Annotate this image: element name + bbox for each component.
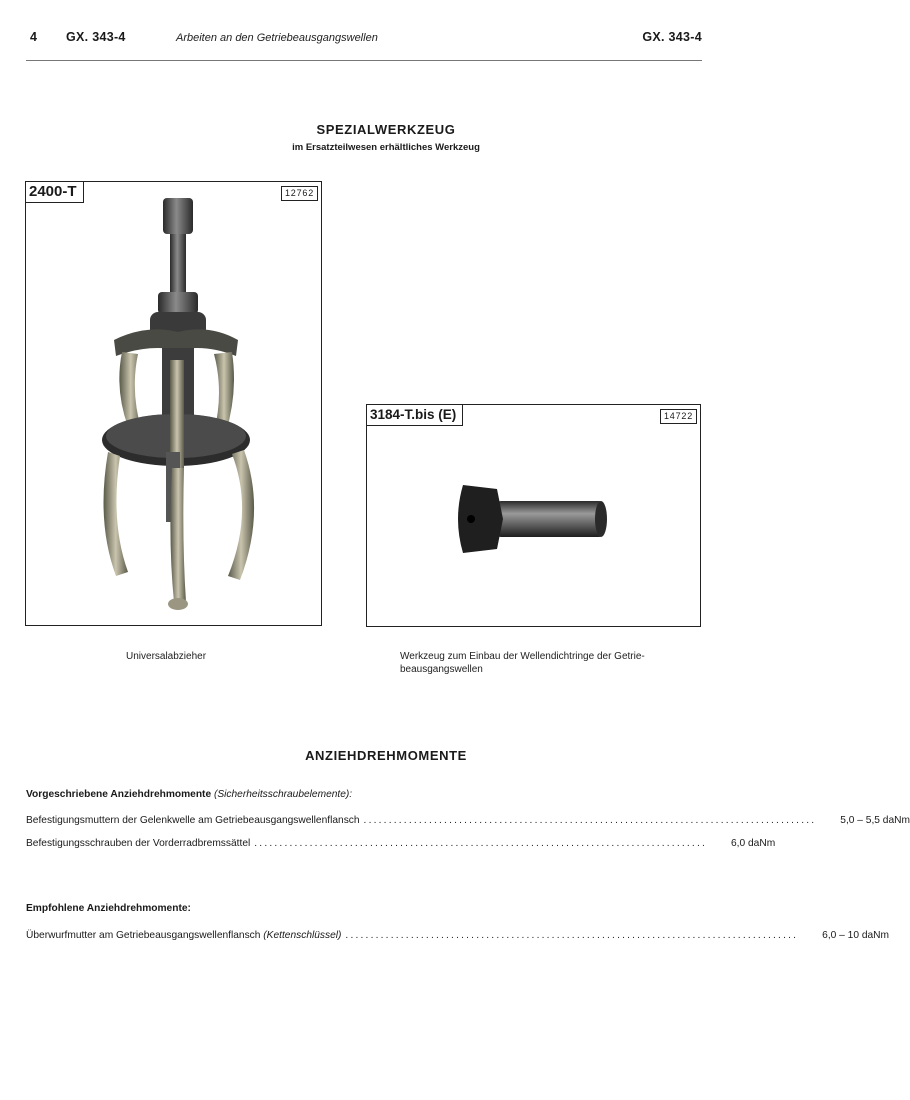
prescribed-heading: [26, 789, 352, 800]
tool-card-puller: [25, 181, 322, 626]
torque-label: [26, 930, 341, 941]
tool-reference-number: 12762: [281, 186, 318, 201]
torque-value: 6,0 – 10 daNm: [822, 930, 889, 941]
dot-leader: ..........................................................................................: [345, 930, 799, 941]
torque-label: Befestigungsmuttern der Gelenkwelle am Getriebeausgangswellenflansch: [26, 815, 360, 826]
torque-label-text: Überwurfmutter am Getriebeausgangswellenflansch: [26, 930, 261, 941]
torque-label: Befestigungsschrauben der Vorderradbremssättel: [26, 838, 251, 849]
tool-reference-number: 14722: [660, 409, 697, 424]
special-tools-subtitle: im Ersatzteilwesen erhältliches Werkzeug: [292, 142, 480, 153]
tool-card-seal-installer: [366, 404, 701, 627]
torques-title: ANZIEHDREHMOMENTE: [305, 748, 467, 763]
prescribed-heading-text: Vorgeschriebene Anziehdrehmomente: [26, 789, 212, 800]
torque-value: 5,0 – 5,5 daNm: [840, 815, 910, 826]
header-divider: [26, 60, 702, 61]
dot-leader: ..........................................................................................: [254, 838, 708, 849]
torque-row: [26, 815, 910, 831]
tool-caption: Universalabzieher: [126, 651, 207, 662]
tool-code: 2400-T: [25, 181, 84, 203]
tool-code: 3184-T.bis (E): [366, 404, 463, 426]
puller-photo: [86, 192, 266, 617]
seal-installer-photo: [453, 479, 613, 559]
torque-row: [26, 838, 776, 854]
document-code-right: GX. 343-4: [642, 30, 702, 44]
torque-label-note: (Kettenschlüssel): [263, 930, 342, 941]
prescribed-heading-note: (Sicherheitsschraubelemente):: [213, 789, 353, 800]
torque-value: 6,0 daNm: [731, 838, 776, 849]
recommended-heading: Empfohlene Anziehdrehmomente:: [26, 903, 191, 914]
header-title: Arbeiten an den Getriebeausgangswellen: [176, 32, 378, 44]
dot-leader: ..........................................................................................: [363, 815, 817, 826]
tool-caption: Werkzeug zum Einbau der Wellendichtringe der Getrie-beausgangswellen: [400, 651, 645, 675]
special-tools-title: SPEZIALWERKZEUG: [316, 122, 456, 137]
torque-row: [26, 930, 889, 946]
page-number: 4: [30, 30, 38, 44]
document-code-left: GX. 343-4: [66, 30, 126, 44]
